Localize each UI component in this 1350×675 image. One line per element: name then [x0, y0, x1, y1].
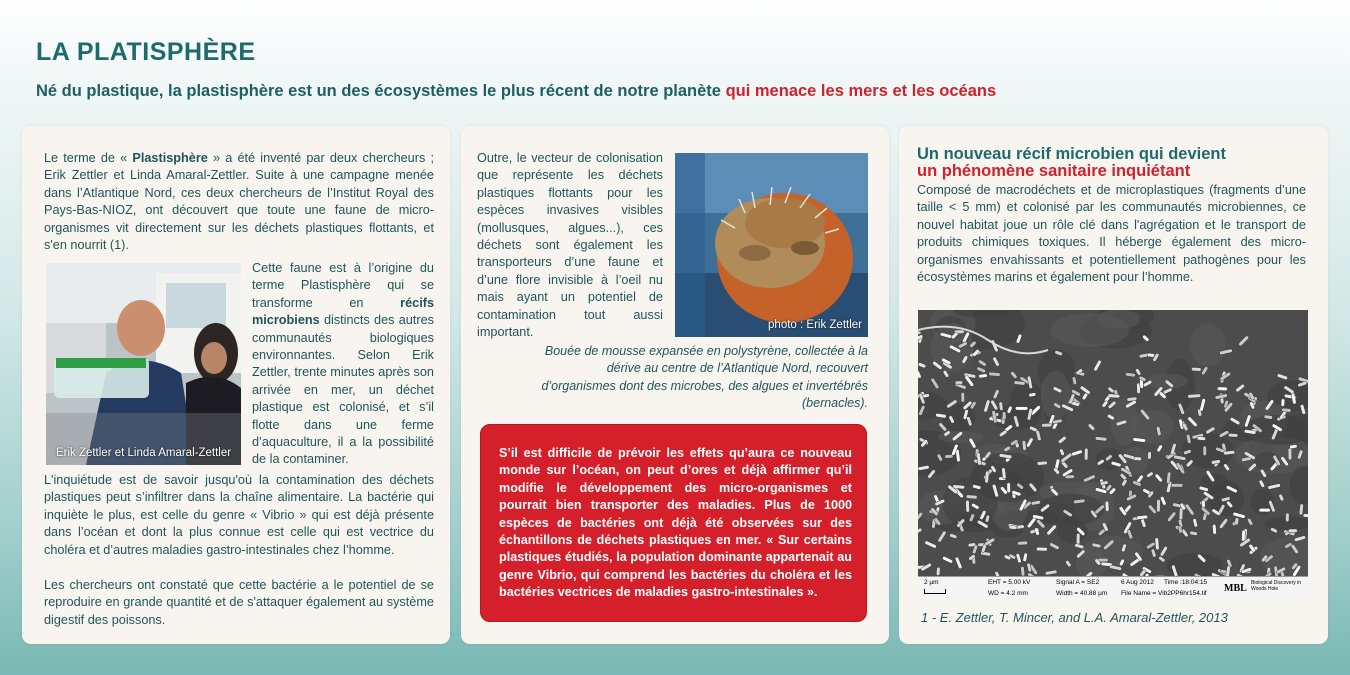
sem-info-bar: [918, 576, 1308, 602]
buoy-caption: Bouée de mousse expansée en polystyrène, collectée à la dérive au centre de l’Atlantique Nord, recouvert d’organismes dont des microbes, des algues et invertébrés (bernacles).: [541, 344, 868, 411]
sem-width: Width = 40.88 µm: [1056, 590, 1108, 597]
buoy-photo-credit: photo : Erik Zettler: [768, 319, 862, 331]
bacteria-micrograph-image: [918, 310, 1308, 576]
intro-text-end: » a été inventé par deux chercheurs ; Erik Zettler et Linda Amaral-Zettler. Suite à une campagne menée dans l’Atlantique Nord, ces deux chercheurs de l’Institut Royal des Pays-Bas-NIOZ, ont découvert que toute une faune de micro-organismes vit directement sur les déchets plastiques flottants, et s'en nourrit (1).: [44, 151, 435, 253]
panel-invasive-species: [461, 126, 889, 644]
scale-bar-label: 2 µm: [924, 579, 939, 586]
researchers-photo: [46, 263, 241, 465]
sem-date: 6 Aug 2012: [1121, 579, 1154, 586]
panel-plastisphere-intro: [22, 126, 450, 644]
mbl-logo: MBL: [1224, 583, 1247, 594]
subtitle-highlight: qui menace les mers et les océans: [725, 82, 997, 100]
reference-citation: 1 - E. Zettler, T. Mincer, and L.A. Amaral-Zettler, 2013: [921, 610, 1228, 625]
researchers-illustration: [46, 263, 241, 465]
vibrio-paragraph: L'inquiétude est de savoir jusqu'où la contamination des déchets plastiques peut s’infiltrer dans la chaîne alimentaire. La bactérie qui inquiète le plus, est celle du genre « Vibrio » qui est déjà présente dans l’océan et dont la plus connue est celle qui est vectrice du choléra et d’autres maladies gastro-intestinales chez l’homme.: [44, 473, 434, 557]
sem-time: Time :18:04:15: [1164, 579, 1208, 586]
fish-paragraph: Les chercheurs ont constaté que cette bactérie a le potentiel de se reproduire en grande quantité et de s'attaquer également au système digestif des poissons.: [44, 578, 434, 627]
buoy-photo: [675, 153, 868, 337]
sem-file: File Name = Vib2PP6hr154.tif: [1121, 590, 1207, 597]
side-bold-term: récifs microbiens: [252, 295, 434, 328]
sem-micrograph: [918, 310, 1308, 602]
mbl-logo-subtitle: Biological Discovery in Woods Hole: [1251, 580, 1302, 592]
intro-bold-term: Plastisphère: [132, 151, 208, 165]
researchers-photo-caption: Erik Zettler et Linda Amaral-Zettler: [55, 447, 232, 459]
side-paragraph: [252, 260, 434, 469]
page-title: LA PLATISPHÈRE: [36, 38, 256, 66]
intro-text-start: Le terme de «: [44, 151, 133, 165]
bacteria-alert-box: S’il est difficile de prévoir les effets qu’aura ce nouveau monde sur l’océan, on peut d’ores et déjà affirmer qu’il modifie le développement des micro-organismes et pourrait bien transporter des maladies. Plus de 1000 espèces de bactéries ont déjà été observées sur des échantillons de déchets plastiques en mer. « Sur certains plastiques étudiés, la population dominante appartenait au genre Vibrio, qui comprend les bactéries du choléra et les bactéries vectrices de maladies gastro-intestinales ».: [480, 424, 867, 622]
reef-heading: Un nouveau récif microbien qui devient: [917, 145, 1226, 163]
side-text-start: Cette faune est à l’origine du terme Plastisphère qui se transforme en: [252, 261, 434, 310]
page-subtitle: [36, 82, 1316, 101]
side-text-end: distincts des autres communautés biologiques environnantes. Selon Erik Zettler, trente minutes après son arrivée en mer, un déchet plastique est colonisé, et s’il flotte dans une ferme d’aquaculture, il a la possibilité de la contaminer.: [252, 313, 434, 467]
sem-eht: EHT = 5.00 kV: [988, 579, 1031, 586]
reef-paragraph: Composé de macrodéchets et de microplastiques (fragments d’une taille < 5 mm) et colonisé par les communautés microbiennes, ce nouvel habitat joue un rôle clé dans l'agrégation et le transport de produits chimiques toxiques. Il héberge également des micro-organismes envahissants et potentiellement pathogènes pour les écosystèmes marins et également pour l’homme.: [917, 183, 1306, 285]
panel-microbial-reef: [899, 126, 1328, 644]
reef-subheading: un phénomène sanitaire inquiétant: [917, 162, 1191, 180]
sem-signal: Signal A = SE2: [1056, 579, 1100, 586]
sem-wd: WD = 4.2 mm: [988, 590, 1028, 597]
intro-paragraph: [44, 150, 434, 254]
subtitle-main: Né du plastique, la plastisphère est un des écosystèmes le plus récent de notre planète: [36, 82, 726, 100]
buoy-illustration: [675, 153, 868, 337]
colonisation-paragraph: Outre, le vecteur de colonisation que représente les déchets plastiques flottants pour les espèces invasives visibles (mollusques, algues...), ces déchets sont également les transporteurs d’une faune et d’une flore invisible à l’oeil nu mais ayant un potentiel de contamination tout aussi important.: [477, 151, 663, 340]
scale-bar-icon: [924, 589, 946, 594]
